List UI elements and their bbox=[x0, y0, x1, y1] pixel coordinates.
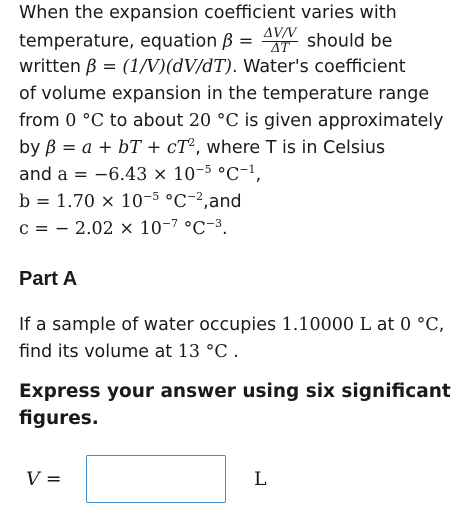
answer-variable: V bbox=[26, 468, 40, 490]
temperature-high: 20 °C bbox=[188, 111, 239, 131]
answer-row bbox=[22, 455, 462, 505]
question-text: , bbox=[438, 315, 445, 335]
question-text: . bbox=[227, 342, 239, 362]
answer-input[interactable] bbox=[86, 455, 226, 503]
unit: °C bbox=[159, 192, 187, 212]
fraction-denominator: ΔT bbox=[271, 41, 290, 56]
problem-line-2 bbox=[19, 27, 465, 54]
coefficient-a: a = −6.43 × 10 bbox=[57, 165, 196, 185]
problem-line-8 bbox=[19, 189, 465, 216]
question-text: at bbox=[371, 315, 400, 335]
problem-text: written bbox=[19, 57, 87, 77]
exponent: −5 bbox=[195, 163, 212, 177]
problem-text: , where T is in Celsius bbox=[195, 138, 386, 158]
question-text: If a sample of water occupies bbox=[19, 315, 282, 335]
answer-unit: L bbox=[254, 468, 267, 490]
coefficient-c: c = − 2.02 × 10 bbox=[19, 219, 162, 239]
problem-line-5 bbox=[19, 108, 465, 135]
fraction-numerator: ΔV/V bbox=[263, 26, 297, 41]
problem-text: should be bbox=[301, 31, 393, 52]
equals-sign: = bbox=[233, 31, 259, 52]
answer-equals: = bbox=[39, 468, 62, 490]
problem-text: is given approximately bbox=[238, 111, 444, 131]
problem-text: and bbox=[19, 165, 58, 185]
fraction bbox=[262, 27, 299, 56]
problem-line-6 bbox=[19, 135, 465, 162]
problem-line-7 bbox=[19, 162, 465, 189]
question-line-2 bbox=[19, 339, 465, 366]
problem-line-3 bbox=[19, 54, 465, 81]
problem-text: to about bbox=[104, 111, 189, 131]
unit: °C bbox=[178, 219, 206, 239]
problem-text: When the expansion coefficient varies with bbox=[19, 3, 397, 23]
unit-exponent: −1 bbox=[239, 163, 256, 177]
problem-text: , bbox=[255, 165, 262, 185]
problem-line-1 bbox=[19, 0, 465, 27]
problem-text: from bbox=[19, 111, 66, 131]
problem-statement bbox=[19, 0, 465, 243]
exponent: 2 bbox=[188, 136, 196, 150]
question-line-1 bbox=[19, 312, 465, 339]
answer-instruction: Express your answer using six significant figures. bbox=[19, 381, 451, 429]
problem-line-9 bbox=[19, 216, 465, 243]
temperature-low: 0 °C bbox=[65, 111, 105, 131]
unit: °C bbox=[211, 165, 240, 185]
exponent: −7 bbox=[161, 217, 179, 231]
problem-text: . bbox=[221, 219, 228, 239]
problem-text: temperature, equation bbox=[19, 31, 223, 52]
part-title: Part A bbox=[19, 268, 78, 290]
part-question bbox=[19, 312, 465, 366]
problem-text: of volume expansion in the temperature range bbox=[19, 84, 430, 104]
polynomial-formula: β = a + bT + cT bbox=[46, 138, 189, 158]
coefficient-b: b = 1.70 × 10 bbox=[19, 192, 144, 212]
beta-formula: β = (1/V)(dV/dT) bbox=[86, 57, 233, 77]
initial-volume: 1.10000 L bbox=[281, 315, 372, 335]
problem-line-4 bbox=[19, 81, 465, 108]
unit-exponent: −3 bbox=[205, 217, 222, 231]
answer-label bbox=[26, 468, 62, 490]
problem-text: . Water's coefficient bbox=[232, 57, 406, 77]
initial-temperature: 0 °C bbox=[399, 315, 439, 335]
problem-text: by bbox=[19, 138, 47, 158]
final-temperature: 13 °C bbox=[177, 342, 228, 362]
beta-symbol: β bbox=[222, 31, 234, 52]
unit-exponent: −2 bbox=[186, 190, 204, 204]
question-text: find its volume at bbox=[19, 342, 178, 362]
exponent: −5 bbox=[143, 190, 160, 204]
problem-text: ,and bbox=[203, 192, 242, 212]
